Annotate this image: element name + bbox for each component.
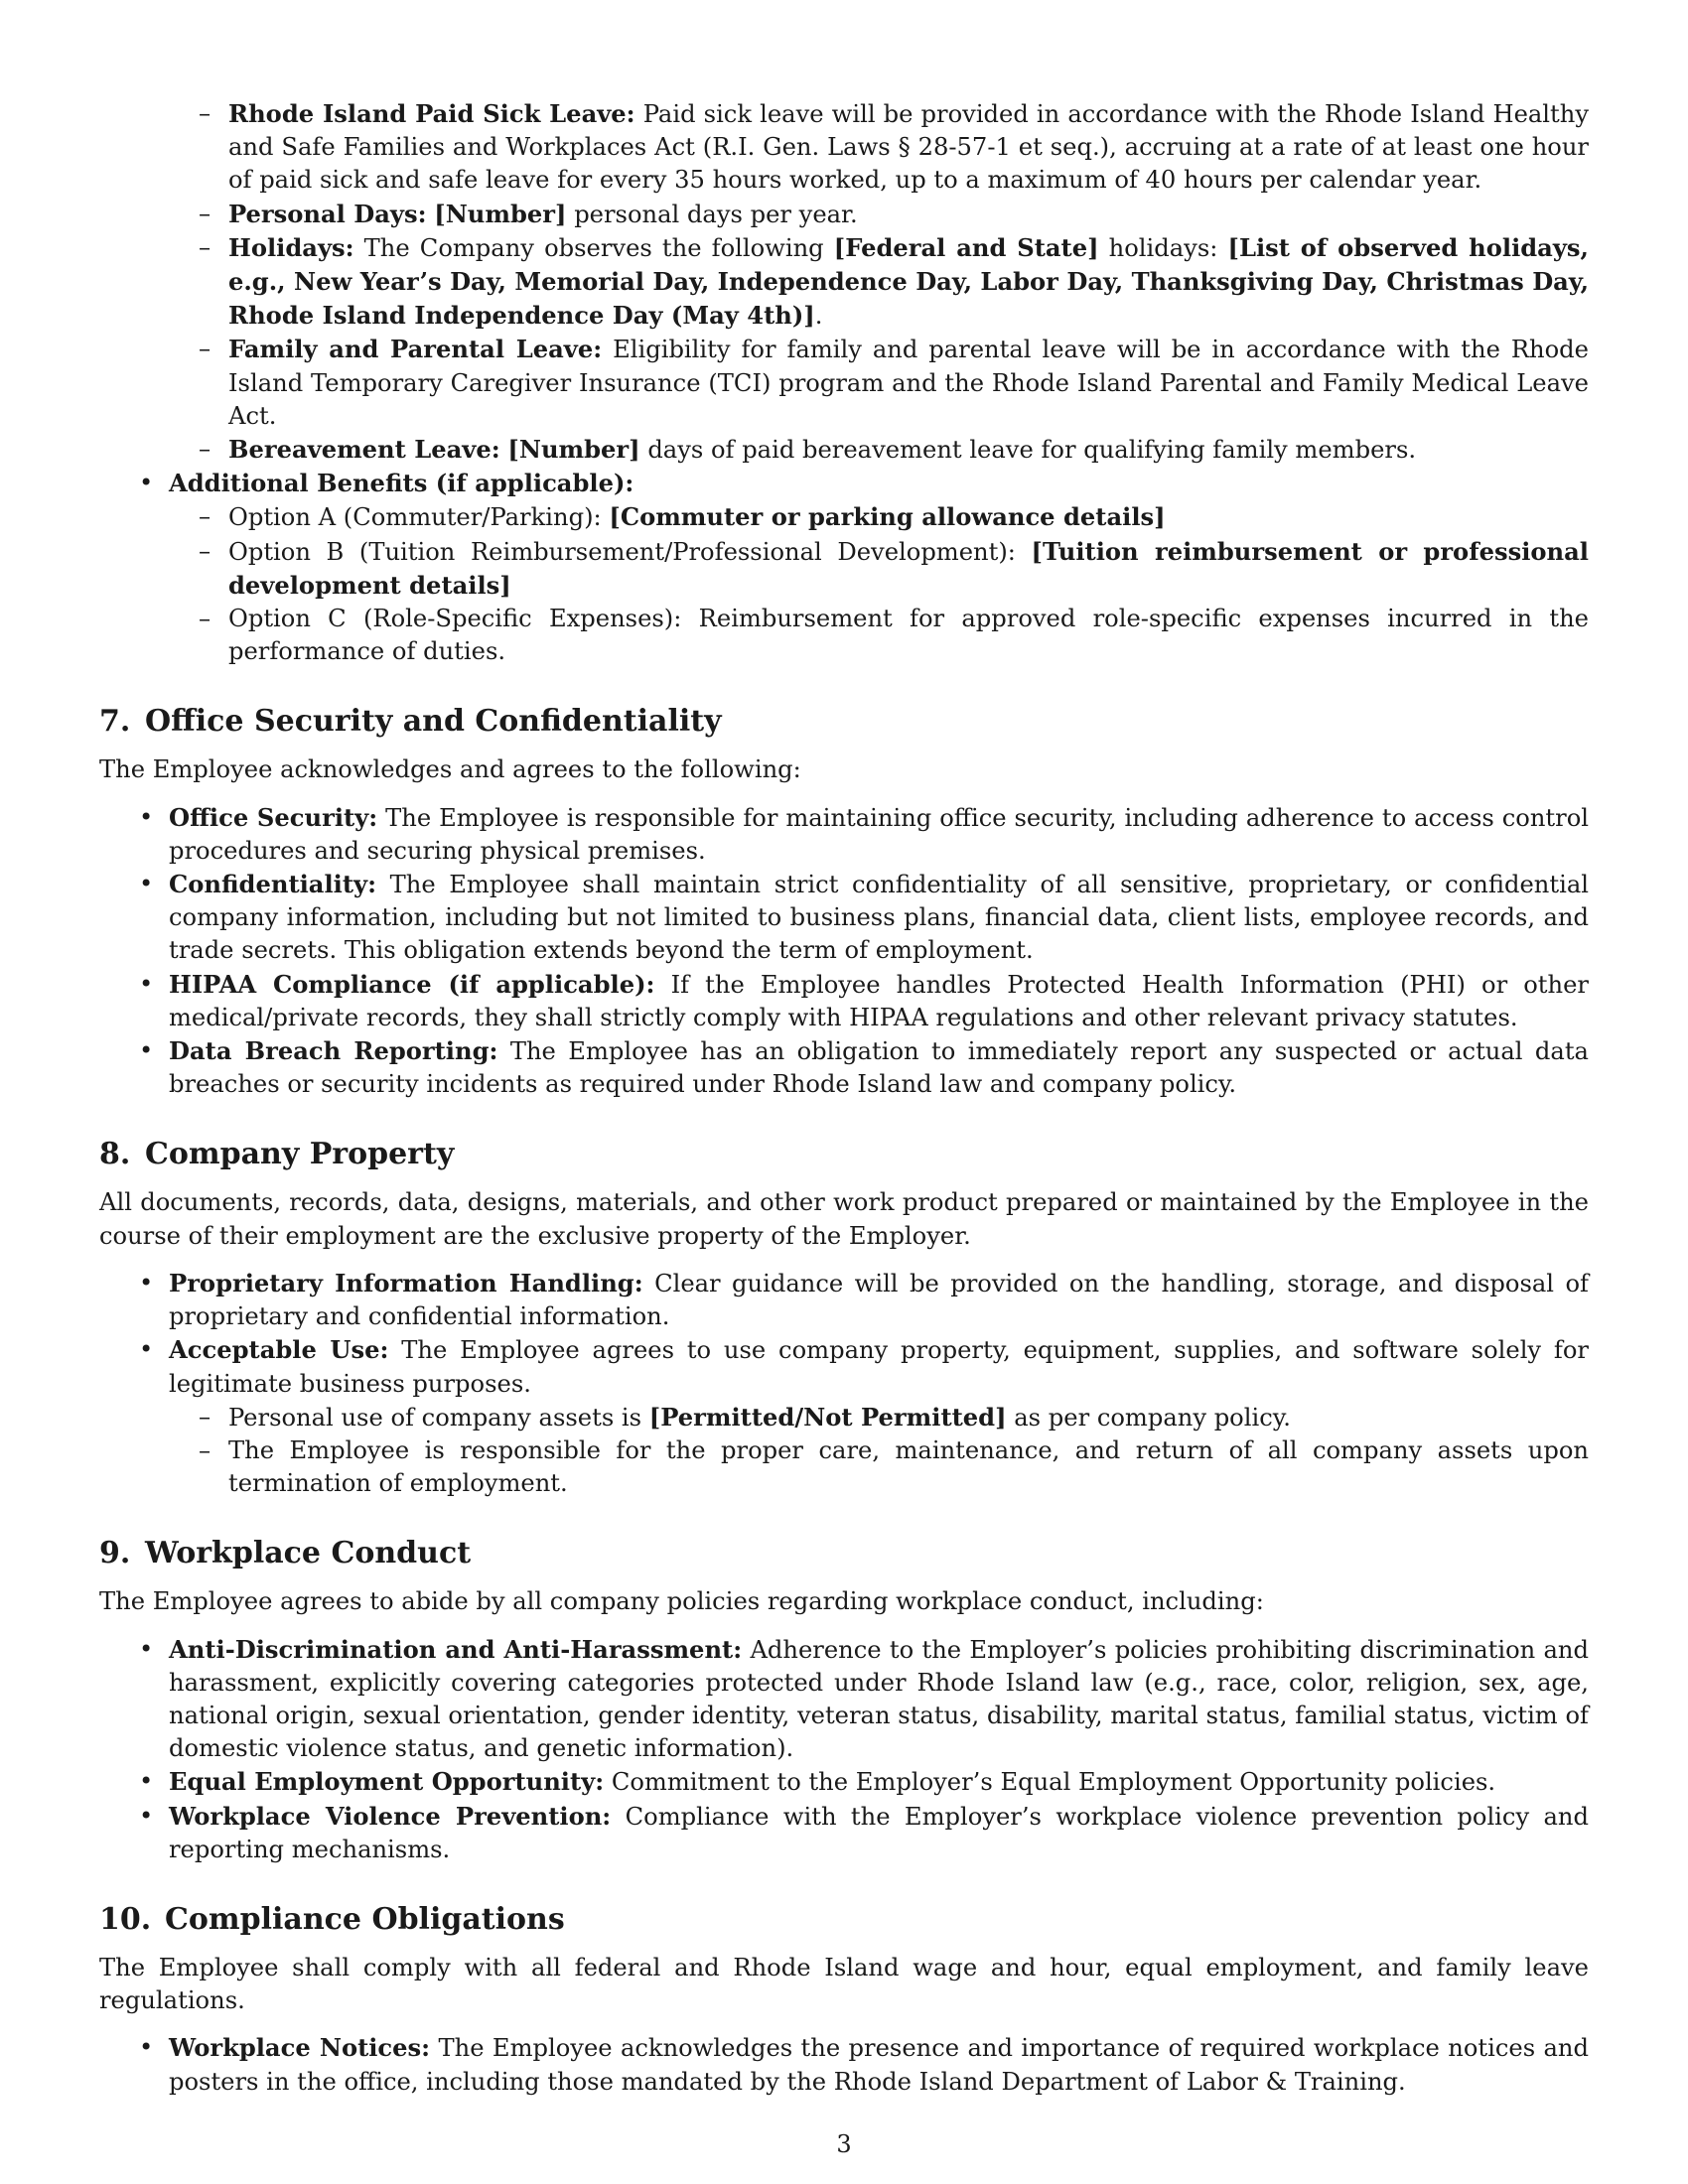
section-number: 7. <box>99 704 131 740</box>
section-title: Workplace Conduct <box>145 1536 472 1571</box>
sick-leave-item <box>99 97 1589 198</box>
section-10-list <box>99 2031 1589 2098</box>
item-label: Confidentiality: <box>169 870 377 899</box>
item-text: Commitment to the Employer’s Equal Employment Opportunity policies. <box>611 1768 1496 1797</box>
section-number: 8. <box>99 1137 131 1172</box>
item-label: Rhode Island Paid Sick Leave: <box>228 99 635 128</box>
item-text: Compliance with the Employer’s workplace violence prevention policy and reporting mechanisms. <box>169 1802 1589 1863</box>
section-title: Compliance Obligations <box>165 1901 565 1937</box>
item-text: Option A (Commuter/Parking): <box>228 503 602 532</box>
item-label: Acceptable Use: <box>169 1335 389 1365</box>
list-item <box>99 1267 1589 1333</box>
placeholder-field: [List of observed holidays, e.g., New Year’s Day, Memorial Day, Independence Day, Labor Day, Thanksgiving Day, Christmas Day, Rhode Island Independence Day (May 4th)] <box>228 232 1589 331</box>
item-label: Holidays: <box>228 232 354 262</box>
section-heading <box>99 1137 1589 1172</box>
section-intro: The Employee shall comply with all federal and Rhode Island wage and hour, equal employment, and family leave regulations. <box>99 1953 1589 2015</box>
section-heading <box>99 1902 1589 1938</box>
leave-list <box>99 97 1589 467</box>
item-label: Equal Employment Opportunity: <box>169 1767 605 1797</box>
section-heading <box>99 1536 1589 1571</box>
options-list <box>169 500 1589 668</box>
item-label: Workplace Notices: <box>169 2033 431 2063</box>
list-item <box>99 1633 1589 1766</box>
item-text: The Employee agrees to use company property, equipment, supplies, and software solely for legitimate business purposes. <box>169 1336 1589 1398</box>
bereavement-leave-item <box>99 433 1589 467</box>
item-text: Adherence to the Employer’s policies prohibiting discrimination and harassment, explicitly covering categories protected under Rhode Island law (e.g., race, color, religion, sex, age, national origin, sexual orientation, gender identity, veteran status, disability, marital status, familial status, victim of domestic violence status, and genetic information). <box>169 1635 1589 1763</box>
section-intro: The Employee agrees to abide by all company policies regarding workplace conduct, including: <box>99 1587 1264 1616</box>
list-item <box>99 801 1589 868</box>
item-text: The Company observes the following <box>363 233 824 262</box>
page-number: 3 <box>836 2130 852 2158</box>
section-heading <box>99 704 1589 740</box>
list-item <box>99 1765 1589 1799</box>
list-item <box>99 868 1589 968</box>
item-text: holidays: <box>1108 233 1218 262</box>
item-text: Clear guidance will be provided on the handling, storage, and disposal of proprietary and confidential information. <box>169 1269 1589 1331</box>
item-text: personal days per year. <box>574 200 858 228</box>
document-page <box>99 97 1589 2099</box>
item-text: The Employee is responsible for maintaining office security, including adherence to access control procedures and securing physical premises. <box>169 803 1589 865</box>
item-label: HIPAA Compliance (if applicable): <box>169 969 655 999</box>
placeholder-field: [Federal and State] <box>833 232 1099 262</box>
option-c-item <box>169 603 1589 668</box>
list-item <box>99 1034 1589 1101</box>
section-title: Company Property <box>145 1137 455 1172</box>
option-a-item <box>169 500 1589 534</box>
item-label: Personal Days: <box>228 199 427 228</box>
list-item <box>99 2031 1589 2098</box>
sub-list-item <box>169 1434 1589 1500</box>
additional-benefits-item <box>99 467 1589 668</box>
holidays-item <box>99 231 1589 334</box>
sub-list-item <box>169 1401 1589 1434</box>
item-label: Family and Parental Leave: <box>228 335 603 364</box>
section-title: Office Security and Confidentiality <box>145 704 722 740</box>
placeholder-field: [Number] <box>434 199 567 228</box>
placeholder-field: [Tuition reimbursement or professional development details] <box>228 536 1589 600</box>
list-item <box>99 968 1589 1034</box>
placeholder-field: [Permitted/Not Permitted] <box>648 1402 1007 1432</box>
item-text: The Employee is responsible for the proper care, maintenance, and return of all company assets upon termination of employment. <box>228 1435 1589 1498</box>
placeholder-field: [Commuter or parking allowance details] <box>609 502 1166 532</box>
item-label: Data Breach Reporting: <box>169 1036 498 1066</box>
item-text: Personal use of company assets is <box>228 1403 642 1432</box>
list-item <box>99 1333 1589 1500</box>
additional-benefits-list <box>99 467 1589 668</box>
section-7-list <box>99 801 1589 1102</box>
item-text: Paid sick leave will be provided in accordance with the Rhode Island Healthy and Safe Families and Workplaces Act (R.I. Gen. Laws § 28-57-1 et seq.), accruing at a rate of at least one hour of paid sick and safe leave for every 35 hours worked, up to a maximum of 40 hours per calendar year. <box>228 100 1589 195</box>
item-label: Bereavement Leave: <box>228 435 500 465</box>
item-text: The Employee shall maintain strict confidentiality of all sensitive, proprietary, or confidential company information, including but not limited to business plans, financial data, client lists, employee records, and trade secrets. This obligation extends beyond the term of employment. <box>169 871 1589 965</box>
item-label: Workplace Violence Prevention: <box>169 1801 612 1831</box>
placeholder-field: [Number] <box>507 435 640 465</box>
section-8-list <box>99 1267 1589 1500</box>
section-intro: The Employee acknowledges and agrees to the following: <box>99 755 801 784</box>
section-9-list <box>99 1633 1589 1866</box>
item-text: If the Employee handles Protected Health Information (PHI) or other medical/private records, they shall strictly comply with HIPAA regulations and other relevant privacy statutes. <box>169 970 1589 1031</box>
item-text: The Employee has an obligation to immediately report any suspected or actual data breaches or security incidents as required under Rhode Island law and company policy. <box>169 1037 1589 1099</box>
item-label: Additional Benefits (if applicable): <box>169 469 634 498</box>
item-label: Office Security: <box>169 802 378 832</box>
item-text: Option B (Tuition Reimbursement/Professional Development): <box>228 537 1016 566</box>
item-text: . <box>814 302 823 331</box>
item-label: Anti-Discrimination and Anti-Harassment: <box>169 1634 743 1664</box>
acceptable-use-sublist <box>169 1401 1589 1501</box>
section-number: 9. <box>99 1536 131 1571</box>
section-number: 10. <box>99 1901 152 1937</box>
item-text: days of paid bereavement leave for qualifying family members. <box>647 436 1417 465</box>
item-text: as per company policy. <box>1014 1403 1291 1432</box>
item-label: Proprietary Information Handling: <box>169 1268 643 1297</box>
personal-days-item <box>99 198 1589 231</box>
family-leave-item <box>99 333 1589 433</box>
list-item <box>99 1800 1589 1866</box>
item-text: The Employee acknowledges the presence and importance of required workplace notices and posters in the office, including those mandated by the Rhode Island Department of Labor & Training. <box>169 2034 1589 2096</box>
section-intro: All documents, records, data, designs, materials, and other work product prepared or maintained by the Employee in the course of their employment are the exclusive property of the Employer. <box>99 1188 1589 1250</box>
item-text: Eligibility for family and parental leave will be in accordance with the Rhode Island Temporary Caregiver Insurance (TCI) program and the Rhode Island Parental and Family Medical Leave Act. <box>228 336 1589 430</box>
item-text: Option C (Role-Specific Expenses): Reimbursement for approved role-specific expenses incurred in the performance of duties. <box>228 605 1589 666</box>
option-b-item <box>169 535 1589 603</box>
